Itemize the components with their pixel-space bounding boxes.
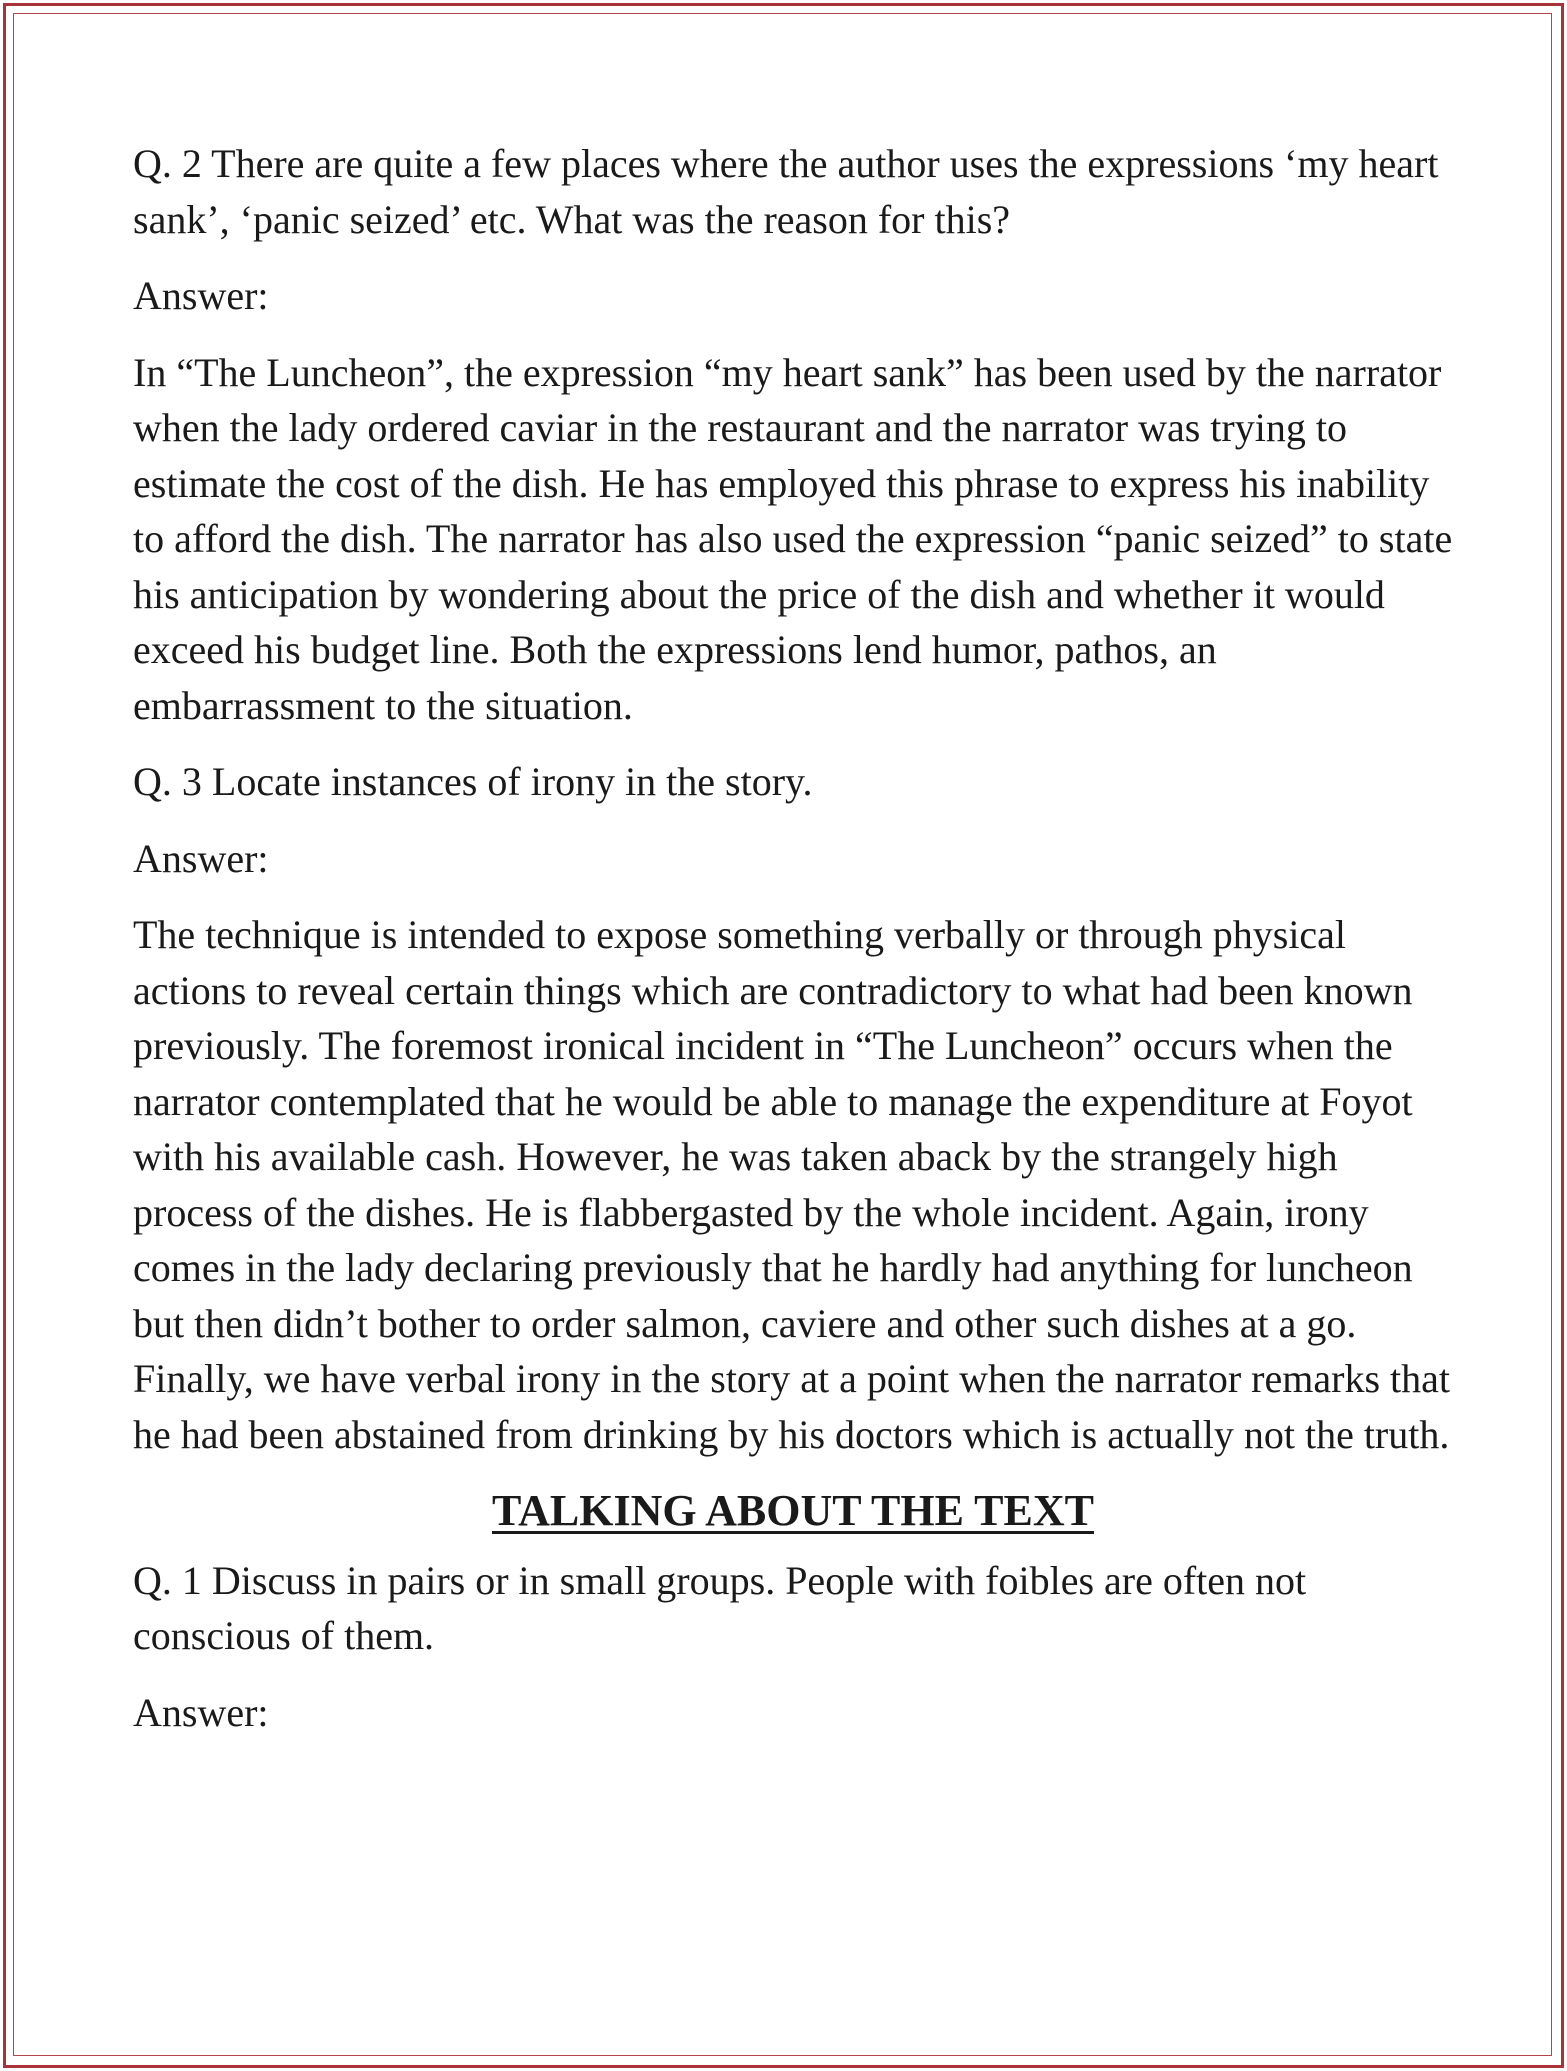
answer-2-text: In “The Luncheon”, the expression “my heart sank” has been used by the narrator when the lady ordered caviar in the restaurant and the narrator was trying to estimate the cost of the dish. He has employed this phrase to express his inability to afford the dish. The narrator has also used the expression “panic seized” to state his anticipation by wondering about the price of the dish and whether it would exceed his budget line. Both the expressions lend humor, pathos, an embarrassment to the situation. — [133, 349, 1453, 728]
answer-label: Answer: — [133, 1689, 269, 1735]
document-body — [133, 136, 1453, 1761]
talking-question-1: Q. 1 Discuss in pairs or in small groups. People with foibles are often not conscious of them. — [133, 1557, 1307, 1658]
question-3: Q. 3 Locate instances of irony in the story. — [133, 759, 813, 804]
answer-label: Answer: — [133, 273, 269, 318]
answer-label: Answer: — [133, 835, 269, 881]
question-2: Q. 2 There are quite a few places where the author uses the expressions ‘my heart sank’, ‘panic seized’ etc. What was the reason for this? — [133, 141, 1439, 242]
section-heading: TALKING ABOUT THE TEXT — [492, 1486, 1094, 1535]
answer-3-text: The technique is intended to expose something verbally or through physical actions to reveal certain things which are contradictory to what had been known previously. The foremost ironical incident in “The Luncheon” occurs when the narrator contemplated that he would be able to manage the expenditure at Foyot with his available cash. However, he was taken aback by the strangely high process of the dishes. He is flabbergasted by the whole incident. Again, irony comes in the lady declaring previously that he hardly had anything for luncheon but then didn’t bother to order salmon, caviere and other such dishes at a go. Finally, we have verbal irony in the story at a point when the narrator remarks that he had been abstained from drinking by his doctors which is actually not the truth. — [133, 912, 1450, 1457]
